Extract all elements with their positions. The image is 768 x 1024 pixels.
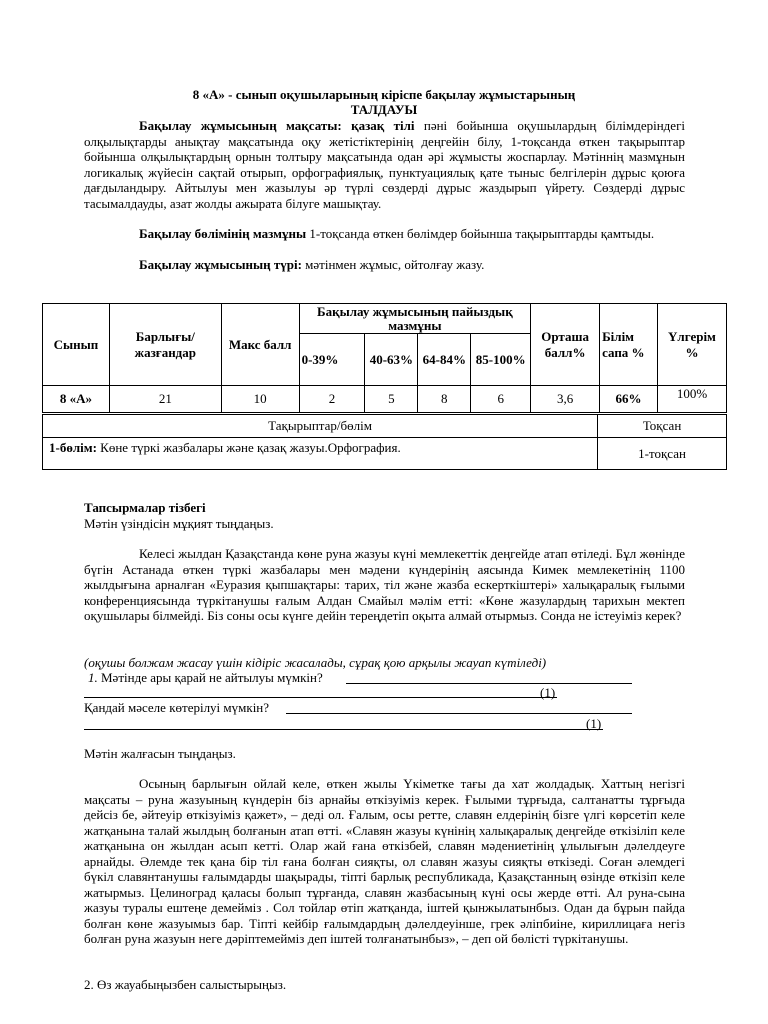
section-text: Көне түркі жазбалары және қазақ жазуы.Орфография. (96, 440, 401, 455)
results-table (42, 303, 727, 413)
answer-line-1a[interactable] (346, 683, 632, 684)
quarter-cell: 1-тоқсан (598, 438, 727, 470)
content-text: 1-тоқсанда өткен бөлімдер бойынша тақырыптарды қамтыды. (306, 226, 655, 241)
question-3: 2. Өз жауабыңызбен салыстырыңыз. (84, 977, 287, 992)
answer-line-2b[interactable] (84, 729, 603, 730)
cell-max: 10 (221, 386, 299, 413)
header-range-64-84: 64-84% (418, 334, 471, 386)
cell-range-40-63: 5 (365, 386, 418, 413)
cell-range-85-100: 6 (471, 386, 531, 413)
header-total: Барлығы/ жазғандар (109, 304, 221, 386)
tasks-title: Тапсырмалар тізбегі (84, 500, 206, 515)
text-excerpt-2: Осының барлығын ойлай келе, өткен жылы Үкіметке тағы да хат жолдадық. Хаттың негізгі мақсаты – руна жазуының күндерін біз арнайы өткізуіміз керек. Ғылыми тұрғыда, салтанатты тұрғыда дейсіз бе, әйтеуір өткізуіміз қажет», – деді ол. Ғалым, осы ретте, славян елдерінің бізге үлгі көрсетіп келе жатқанына талай жылдың болғанын атап өтті. «Славян жазуы күнінің халықаралық деңгейде өткізіліп келе жатқанына он жылдан асып кетті. Олар жай ғана өткізбей, славян мәдениетінің ұлылығын дәлелдеуге арнайды. Әлемде тек қана бір тіл ғана болған сияқты, ол славян жазуы сияқты өткізеді. Соған әлемдегі бүкіл славянтанушы ғалымдарды шақырады, тіпті барлық республикада, Қазақстанның өзінде өткізіп келе жатырмыз. Целиноград қаласы болып тұрғанда, славян жазбасының күні осы жерде өтті. Ал руна-сына жазуы туралы ештеңе демейміз . Сол тойлар өтіп жатқанда, іштей қынжылатынбыз. Одан да бұрын пайда болған көне жазуымыз бар. Тіпті кейбір ғалымдардың дәлелдеуінше, грек әліпбиіне, кириллицаға негіз болған руна жазуын неге дәріптемейміз деп іштей толғанатынбыз», – деп ой бөлісті түркітанушы. (84, 776, 685, 946)
header-quality: Білім сапа % (600, 304, 658, 386)
section-cell (43, 438, 598, 470)
instruction-2: Мәтін жалғасын тыңдаңыз. (84, 746, 236, 761)
topics-header: Тақырыптар/бөлім (43, 415, 598, 438)
content-label: Бақылау бөлімінің мазмұны (139, 226, 307, 241)
header-max: Макс балл (221, 304, 299, 386)
cell-class: 8 «А» (43, 386, 110, 413)
type-label: Бақылау жұмысының түрі: (139, 257, 302, 272)
type-paragraph (84, 257, 685, 273)
header-range-0-39: 0-39% (299, 334, 365, 386)
instruction-1: Мәтін үзіндісін мұқият тыңдаңыз. (84, 516, 274, 531)
cell-range-64-84: 8 (418, 386, 471, 413)
header-range-40-63: 40-63% (365, 334, 418, 386)
question-1-text: Мәтінде ары қарай не айтылуы мүмкін? (97, 670, 323, 685)
document-subtitle: ТАЛДАУЫ (350, 102, 418, 117)
cell-avg: 3,6 (531, 386, 600, 413)
question-1-score: (1) (540, 685, 556, 700)
header-avg: Орташа балл% (531, 304, 600, 386)
cell-quality: 66% (600, 386, 658, 413)
question-1 (88, 670, 323, 686)
section-label: 1-бөлім: (49, 440, 97, 455)
cell-success: 100% (657, 386, 726, 413)
document-title: 8 «А» - сынып оқушыларының кіріспе бақылау жұмыстарының (192, 87, 576, 102)
question-1-number: 1. (88, 670, 98, 685)
topics-table (42, 414, 727, 470)
header-percent-group: Бақылау жұмысының пайыздық мазмұны (299, 304, 531, 334)
purpose-label: Бақылау жұмысының мақсаты: қазақ тілі (139, 118, 415, 133)
header-success: Үлгерім % (657, 304, 726, 386)
teacher-note: (оқушы болжам жасау үшін кідіріс жасалады, сұрақ қою арқылы жауап күтіледі) (84, 655, 547, 670)
answer-line-1b[interactable] (84, 697, 557, 698)
purpose-text: пәні бойынша оқушылардың білімдеріндегі олқылықтарды анықтау мақсатында оқу жетістіктерінің деңгейін білу, 1-тоқсанда өткен тақырыптар бойынша олқылықтардың орнын толтыру мақсатында одан әрі жұмысты жоспарлау. Мәтіннің мазмұнын логикалық жүйесін сақтай отырып, орфографиялық, пунктуациялық қате тыныс белгілерін дұрыс қоюға дағдыландыру. Айтылуы мен жазылуы әр түрлі сөздерді дұрыс жаздырып үйрету. Сөздерді дұрыс тасымалдауды, азат жолды ажырата білуге машықтау. (84, 118, 686, 211)
header-range-85-100: 85-100% (471, 334, 531, 386)
cell-total: 21 (109, 386, 221, 413)
cell-range-0-39: 2 (299, 386, 365, 413)
content-paragraph (84, 226, 685, 242)
quarter-header: Тоқсан (598, 415, 727, 438)
header-class: Сынып (43, 304, 110, 386)
answer-line-2a[interactable] (286, 713, 632, 714)
question-2: Қандай мәселе көтерілуі мүмкін? (84, 700, 270, 715)
question-2-score: (1) (586, 716, 602, 731)
type-text: мәтінмен жұмыс, ойтолғау жазу. (301, 257, 485, 272)
purpose-paragraph (84, 118, 685, 211)
text-excerpt-1: Келесі жылдан Қазақстанда көне руна жазуы күні мемлекеттік деңгейде атап өтіледі. Бұл жөнінде бүгін Астанада өткен түркі жазбалары мен мәдени күндерінің аясында Кимек мемлекетінің 1100 жылдығына арналған «Еуразия қыпшақтары: тарих, тіл және жазба ескерткіштері» халықаралық ғылыми конференциясында түркітанушы ғалым Алдан Смайыл мәлім етті: «Көне жазулардың тарихын мектеп оқушылары білмейді. Біз соны осы күнге дейін тереңдетіп оқыта алмай отырмыз. Сонда не істеуіміз керек? (84, 546, 685, 623)
